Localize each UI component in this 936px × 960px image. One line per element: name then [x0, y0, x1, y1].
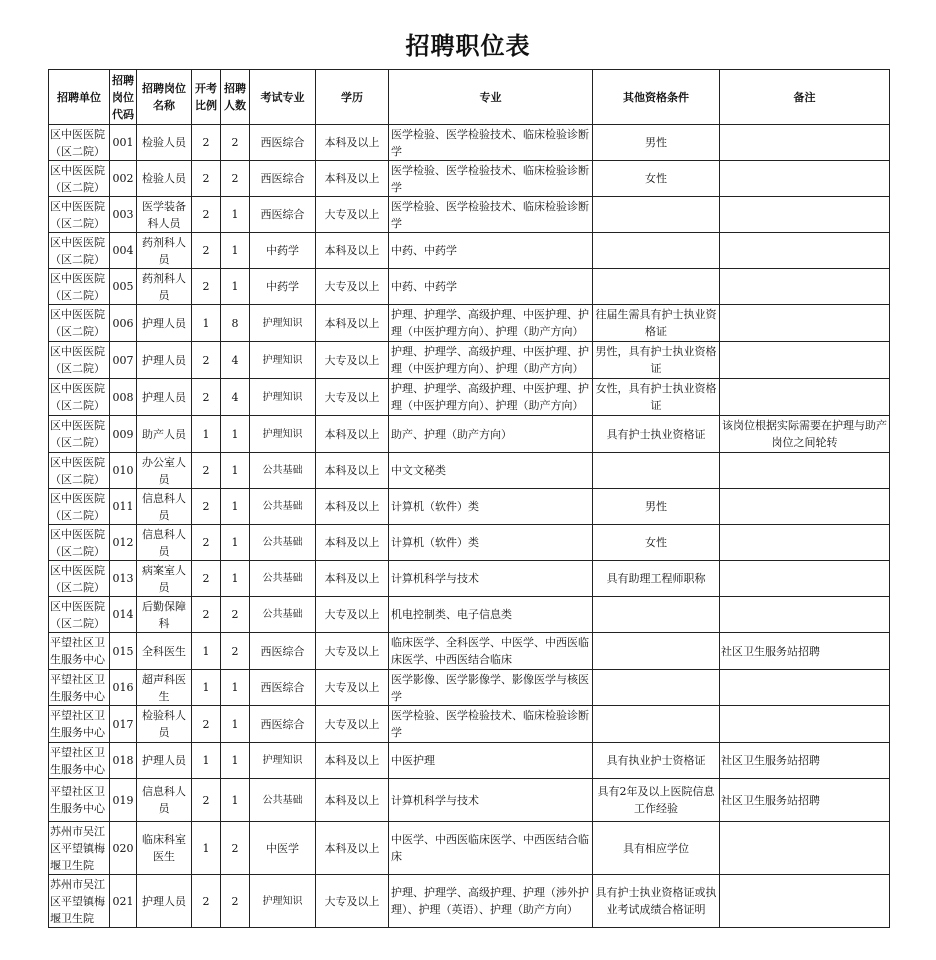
- cell-major: 护理、护理学、高级护理、中医护理、护理（中医护理方向）、护理（助产方向）: [389, 305, 593, 342]
- cell-ratio: 2: [192, 197, 221, 233]
- cell-education: 本科及以上: [316, 453, 389, 489]
- table-row: [49, 379, 890, 416]
- table-row: [49, 269, 890, 305]
- cell-unit: 区中医医院（区二院）: [49, 197, 110, 233]
- cell-count: 1: [221, 197, 250, 233]
- cell-position: 护理人员: [137, 875, 192, 928]
- cell-count: 1: [221, 489, 250, 525]
- cell-major: 临床医学、全科医学、中医学、中西医临床医学、中西医结合临床: [389, 633, 593, 670]
- cell-major: 护理、护理学、高级护理、中医护理、护理（中医护理方向）、护理（助产方向）: [389, 342, 593, 379]
- cell-other: 女性，具有护士执业资格证: [593, 379, 720, 416]
- cell-exam: 护理知识: [250, 305, 316, 342]
- cell-other: 具有护士执业资格证或执业考试成绩合格证明: [593, 875, 720, 928]
- cell-count: 2: [221, 161, 250, 197]
- cell-unit: 区中医医院（区二院）: [49, 125, 110, 161]
- cell-other: 具有执业护士资格证: [593, 743, 720, 779]
- cell-other: 具有护士执业资格证: [593, 416, 720, 453]
- cell-ratio: 2: [192, 125, 221, 161]
- cell-unit: 平望社区卫生服务中心: [49, 670, 110, 706]
- table-row: [49, 305, 890, 342]
- cell-count: 2: [221, 822, 250, 875]
- cell-count: 1: [221, 779, 250, 822]
- cell-other: 具有助理工程师职称: [593, 561, 720, 597]
- cell-education: 大专及以上: [316, 670, 389, 706]
- cell-count: 4: [221, 379, 250, 416]
- cell-note: [720, 305, 890, 342]
- cell-count: 2: [221, 125, 250, 161]
- cell-code: 012: [110, 525, 137, 561]
- cell-code: 001: [110, 125, 137, 161]
- cell-position: 检验人员: [137, 161, 192, 197]
- cell-position: 检验人员: [137, 125, 192, 161]
- cell-exam: 公共基础: [250, 489, 316, 525]
- cell-other: 往届生需具有护士执业资格证: [593, 305, 720, 342]
- cell-note: [720, 342, 890, 379]
- cell-exam: 公共基础: [250, 525, 316, 561]
- cell-ratio: 2: [192, 342, 221, 379]
- cell-other: 男性，具有护士执业资格证: [593, 342, 720, 379]
- cell-unit: 区中医医院（区二院）: [49, 269, 110, 305]
- cell-education: 本科及以上: [316, 305, 389, 342]
- cell-education: 大专及以上: [316, 197, 389, 233]
- cell-position: 临床科室医生: [137, 822, 192, 875]
- cell-note: 社区卫生服务站招聘: [720, 743, 890, 779]
- cell-code: 014: [110, 597, 137, 633]
- cell-position: 后勤保障科: [137, 597, 192, 633]
- cell-code: 017: [110, 706, 137, 743]
- cell-count: 1: [221, 269, 250, 305]
- cell-count: 2: [221, 875, 250, 928]
- table-row: [49, 822, 890, 875]
- cell-education: 本科及以上: [316, 561, 389, 597]
- cell-unit: 区中医医院（区二院）: [49, 489, 110, 525]
- cell-major: 中药、中药学: [389, 233, 593, 269]
- cell-note: [720, 561, 890, 597]
- cell-count: 1: [221, 743, 250, 779]
- cell-count: 4: [221, 342, 250, 379]
- cell-other: [593, 197, 720, 233]
- cell-position: 药剂科人员: [137, 269, 192, 305]
- cell-education: 大专及以上: [316, 342, 389, 379]
- cell-unit: 区中医医院（区二院）: [49, 342, 110, 379]
- cell-major: 护理、护理学、高级护理、中医护理、护理（中医护理方向）、护理（助产方向）: [389, 379, 593, 416]
- cell-exam: 公共基础: [250, 453, 316, 489]
- cell-code: 007: [110, 342, 137, 379]
- cell-unit: 苏州市吴江区平望镇梅堰卫生院: [49, 875, 110, 928]
- cell-education: 本科及以上: [316, 161, 389, 197]
- cell-code: 021: [110, 875, 137, 928]
- cell-major: 机电控制类、电子信息类: [389, 597, 593, 633]
- cell-other: [593, 269, 720, 305]
- cell-note: [720, 525, 890, 561]
- cell-code: 011: [110, 489, 137, 525]
- cell-ratio: 2: [192, 379, 221, 416]
- cell-other: [593, 233, 720, 269]
- cell-position: 护理人员: [137, 342, 192, 379]
- cell-ratio: 2: [192, 453, 221, 489]
- header-position: 招聘岗位名称: [137, 70, 192, 125]
- cell-ratio: 2: [192, 779, 221, 822]
- cell-exam: 公共基础: [250, 561, 316, 597]
- cell-other: 女性: [593, 161, 720, 197]
- cell-other: 具有2年及以上医院信息工作经验: [593, 779, 720, 822]
- cell-position: 超声科医生: [137, 670, 192, 706]
- cell-exam: 中医学: [250, 822, 316, 875]
- table-row: [49, 706, 890, 743]
- cell-ratio: 1: [192, 822, 221, 875]
- cell-education: 本科及以上: [316, 822, 389, 875]
- header-other: 其他资格条件: [593, 70, 720, 125]
- cell-note: [720, 822, 890, 875]
- cell-code: 005: [110, 269, 137, 305]
- cell-exam: 护理知识: [250, 342, 316, 379]
- header-ratio: 开考比例: [192, 70, 221, 125]
- cell-other: 男性: [593, 125, 720, 161]
- cell-ratio: 1: [192, 633, 221, 670]
- cell-ratio: 1: [192, 305, 221, 342]
- cell-position: 医学装备科人员: [137, 197, 192, 233]
- cell-unit: 平望社区卫生服务中心: [49, 779, 110, 822]
- cell-ratio: 1: [192, 743, 221, 779]
- cell-exam: 护理知识: [250, 743, 316, 779]
- cell-count: 2: [221, 633, 250, 670]
- cell-note: 社区卫生服务站招聘: [720, 779, 890, 822]
- table-row: [49, 525, 890, 561]
- cell-note: [720, 597, 890, 633]
- cell-education: 本科及以上: [316, 779, 389, 822]
- header-unit: 招聘单位: [49, 70, 110, 125]
- cell-exam: 中药学: [250, 269, 316, 305]
- cell-major: 医学影像、医学影像学、影像医学与核医学: [389, 670, 593, 706]
- cell-unit: 苏州市吴江区平望镇梅堰卫生院: [49, 822, 110, 875]
- cell-ratio: 2: [192, 706, 221, 743]
- cell-unit: 区中医医院（区二院）: [49, 453, 110, 489]
- cell-education: 本科及以上: [316, 416, 389, 453]
- cell-code: 003: [110, 197, 137, 233]
- cell-unit: 平望社区卫生服务中心: [49, 706, 110, 743]
- cell-major: 计算机（软件）类: [389, 525, 593, 561]
- cell-major: 中药、中药学: [389, 269, 593, 305]
- cell-major: 医学检验、医学检验技术、临床检验诊断学: [389, 197, 593, 233]
- cell-unit: 区中医医院（区二院）: [49, 233, 110, 269]
- cell-count: 2: [221, 597, 250, 633]
- cell-position: 助产人员: [137, 416, 192, 453]
- cell-code: 015: [110, 633, 137, 670]
- cell-code: 020: [110, 822, 137, 875]
- cell-unit: 平望社区卫生服务中心: [49, 743, 110, 779]
- cell-code: 002: [110, 161, 137, 197]
- cell-education: 本科及以上: [316, 125, 389, 161]
- cell-unit: 区中医医院（区二院）: [49, 305, 110, 342]
- table-row: [49, 161, 890, 197]
- cell-position: 药剂科人员: [137, 233, 192, 269]
- cell-education: 大专及以上: [316, 706, 389, 743]
- table-row: [49, 233, 890, 269]
- cell-code: 006: [110, 305, 137, 342]
- cell-position: 全科医生: [137, 633, 192, 670]
- cell-code: 013: [110, 561, 137, 597]
- cell-major: 护理、护理学、高级护理、护理（涉外护理）、护理（英语）、护理（助产方向）: [389, 875, 593, 928]
- cell-note: [720, 670, 890, 706]
- cell-unit: 区中医医院（区二院）: [49, 525, 110, 561]
- cell-count: 1: [221, 670, 250, 706]
- cell-unit: 区中医医院（区二院）: [49, 561, 110, 597]
- cell-major: 计算机（软件）类: [389, 489, 593, 525]
- cell-education: 本科及以上: [316, 525, 389, 561]
- cell-exam: 西医综合: [250, 197, 316, 233]
- cell-count: 1: [221, 706, 250, 743]
- cell-education: 大专及以上: [316, 875, 389, 928]
- cell-code: 019: [110, 779, 137, 822]
- cell-ratio: 2: [192, 561, 221, 597]
- cell-count: 1: [221, 525, 250, 561]
- cell-education: 本科及以上: [316, 743, 389, 779]
- cell-major: 医学检验、医学检验技术、临床检验诊断学: [389, 706, 593, 743]
- cell-exam: 公共基础: [250, 597, 316, 633]
- cell-ratio: 2: [192, 161, 221, 197]
- cell-other: [593, 670, 720, 706]
- cell-other: [593, 597, 720, 633]
- cell-education: 大专及以上: [316, 633, 389, 670]
- cell-note: [720, 706, 890, 743]
- cell-exam: 公共基础: [250, 779, 316, 822]
- cell-note: [720, 875, 890, 928]
- cell-major: 助产、护理（助产方向）: [389, 416, 593, 453]
- cell-exam: 护理知识: [250, 379, 316, 416]
- cell-code: 010: [110, 453, 137, 489]
- header-code: 招聘岗位代码: [110, 70, 137, 125]
- cell-position: 信息科人员: [137, 489, 192, 525]
- cell-major: 计算机科学与技术: [389, 561, 593, 597]
- cell-count: 1: [221, 416, 250, 453]
- cell-other: [593, 633, 720, 670]
- cell-unit: 区中医医院（区二院）: [49, 379, 110, 416]
- table-row: [49, 597, 890, 633]
- cell-education: 大专及以上: [316, 597, 389, 633]
- table-row: [49, 561, 890, 597]
- cell-unit: 区中医医院（区二院）: [49, 416, 110, 453]
- table-row: [49, 875, 890, 928]
- cell-note: [720, 197, 890, 233]
- table-row: [49, 743, 890, 779]
- cell-other: [593, 453, 720, 489]
- cell-major: 中文文秘类: [389, 453, 593, 489]
- cell-major: 中医学、中西医临床医学、中西医结合临床: [389, 822, 593, 875]
- cell-note: [720, 379, 890, 416]
- cell-exam: 西医综合: [250, 706, 316, 743]
- job-table: [48, 69, 890, 928]
- cell-position: 信息科人员: [137, 779, 192, 822]
- header-major: 专业: [389, 70, 593, 125]
- cell-ratio: 2: [192, 875, 221, 928]
- cell-unit: 区中医医院（区二院）: [49, 597, 110, 633]
- cell-note: [720, 453, 890, 489]
- table-row: [49, 197, 890, 233]
- cell-exam: 中药学: [250, 233, 316, 269]
- cell-other: 男性: [593, 489, 720, 525]
- cell-code: 004: [110, 233, 137, 269]
- header-row: [49, 70, 890, 125]
- header-exam: 考试专业: [250, 70, 316, 125]
- cell-ratio: 2: [192, 525, 221, 561]
- cell-position: 办公室人员: [137, 453, 192, 489]
- cell-position: 病案室人员: [137, 561, 192, 597]
- cell-ratio: 2: [192, 597, 221, 633]
- cell-exam: 护理知识: [250, 416, 316, 453]
- table-row: [49, 125, 890, 161]
- cell-exam: 西医综合: [250, 161, 316, 197]
- cell-exam: 西医综合: [250, 125, 316, 161]
- cell-exam: 西医综合: [250, 633, 316, 670]
- cell-note: [720, 125, 890, 161]
- cell-note: [720, 161, 890, 197]
- cell-code: 018: [110, 743, 137, 779]
- cell-note: [720, 269, 890, 305]
- cell-major: 中医护理: [389, 743, 593, 779]
- header-education: 学历: [316, 70, 389, 125]
- cell-ratio: 2: [192, 269, 221, 305]
- cell-major: 医学检验、医学检验技术、临床检验诊断学: [389, 161, 593, 197]
- cell-position: 信息科人员: [137, 525, 192, 561]
- cell-ratio: 2: [192, 489, 221, 525]
- table-row: [49, 633, 890, 670]
- cell-count: 1: [221, 561, 250, 597]
- cell-code: 009: [110, 416, 137, 453]
- cell-other: 具有相应学位: [593, 822, 720, 875]
- table-row: [49, 453, 890, 489]
- cell-code: 016: [110, 670, 137, 706]
- cell-exam: 护理知识: [250, 875, 316, 928]
- table-row: [49, 489, 890, 525]
- table-row: [49, 779, 890, 822]
- cell-note: 社区卫生服务站招聘: [720, 633, 890, 670]
- table-row: [49, 342, 890, 379]
- header-note: 备注: [720, 70, 890, 125]
- cell-note: [720, 489, 890, 525]
- cell-count: 8: [221, 305, 250, 342]
- cell-code: 008: [110, 379, 137, 416]
- cell-unit: 平望社区卫生服务中心: [49, 633, 110, 670]
- table-row: [49, 670, 890, 706]
- page-title: 招聘职位表: [405, 32, 531, 60]
- cell-exam: 西医综合: [250, 670, 316, 706]
- cell-position: 检验科人员: [137, 706, 192, 743]
- cell-other: 女性: [593, 525, 720, 561]
- cell-education: 大专及以上: [316, 269, 389, 305]
- cell-education: 本科及以上: [316, 233, 389, 269]
- cell-unit: 区中医医院（区二院）: [49, 161, 110, 197]
- cell-ratio: 2: [192, 233, 221, 269]
- cell-note: 该岗位根据实际需要在护理与助产岗位之间轮转: [720, 416, 890, 453]
- cell-position: 护理人员: [137, 305, 192, 342]
- cell-ratio: 1: [192, 416, 221, 453]
- cell-note: [720, 233, 890, 269]
- cell-major: 计算机科学与技术: [389, 779, 593, 822]
- cell-education: 大专及以上: [316, 379, 389, 416]
- cell-position: 护理人员: [137, 743, 192, 779]
- table-row: [49, 416, 890, 453]
- cell-ratio: 1: [192, 670, 221, 706]
- cell-major: 医学检验、医学检验技术、临床检验诊断学: [389, 125, 593, 161]
- cell-count: 1: [221, 453, 250, 489]
- cell-count: 1: [221, 233, 250, 269]
- header-count: 招聘人数: [221, 70, 250, 125]
- cell-other: [593, 706, 720, 743]
- cell-education: 本科及以上: [316, 489, 389, 525]
- cell-position: 护理人员: [137, 379, 192, 416]
